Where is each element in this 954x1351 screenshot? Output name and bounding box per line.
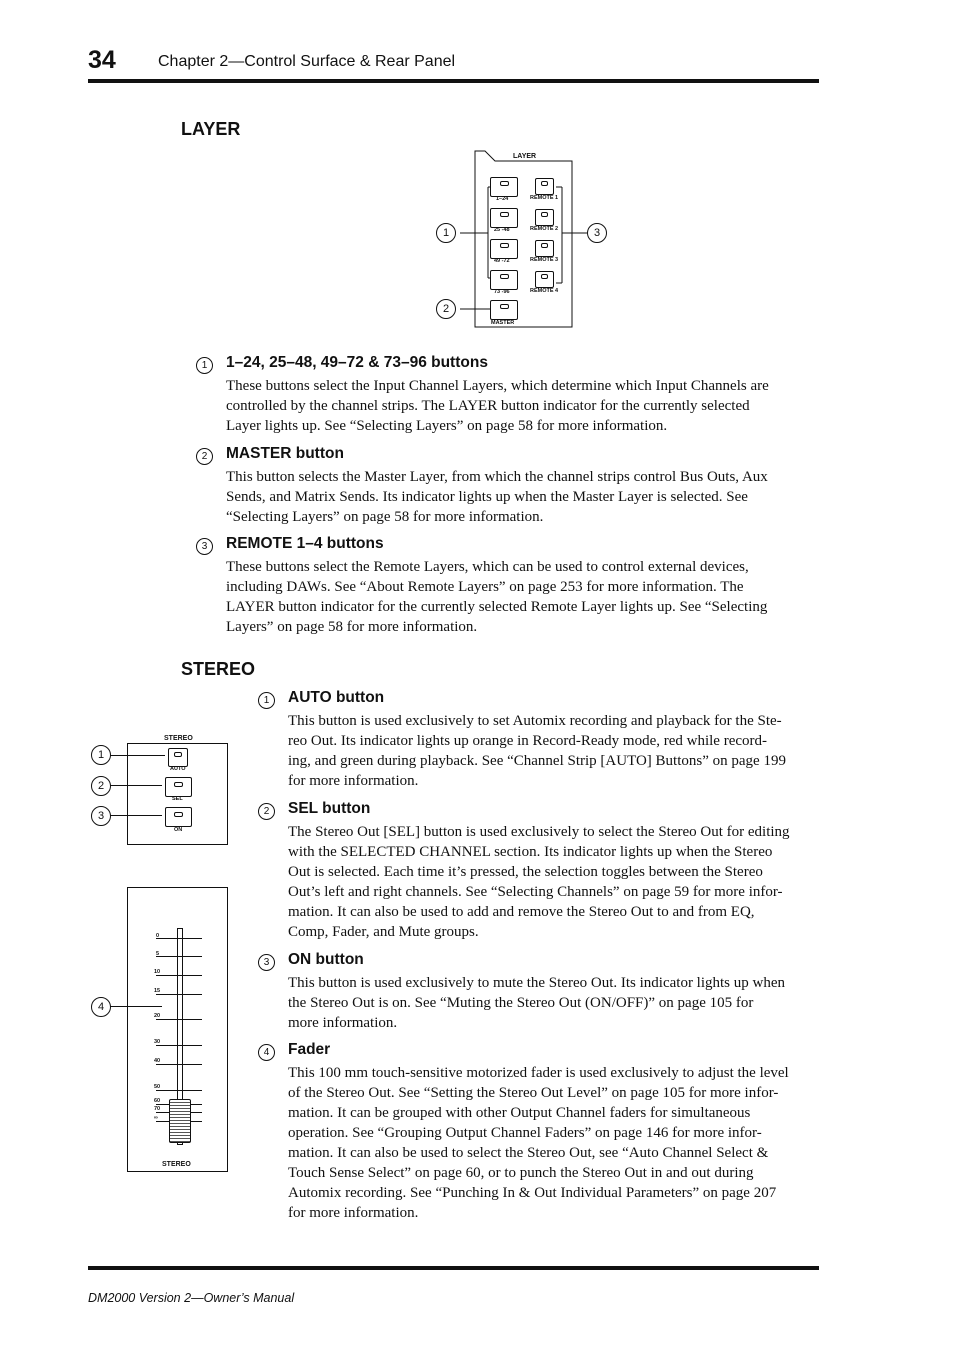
text-line: operation. See “Grouping Output Channel Faders” on page 146 for more infor- [288, 1125, 762, 1141]
stereo-section-title: STEREO [181, 659, 256, 679]
scale-line [156, 994, 202, 995]
layer-item-1-body [226, 376, 769, 436]
master-button[interactable] [490, 300, 518, 320]
led-indicator [500, 181, 509, 186]
text-line: mation. It can also be used to add and remove the Stereo Out to and from EQ, [288, 904, 755, 920]
layer-item-2-body [226, 467, 768, 527]
layer-button-73-96-label: 73 -96 [494, 289, 510, 295]
stereo-item-2-body [288, 822, 790, 942]
layer-button-1-24-label: 1–24 [496, 196, 509, 202]
stereo-item-4-heading: Fader [288, 1041, 331, 1058]
led-indicator [541, 274, 548, 279]
layer-item-3-body [226, 557, 767, 637]
page-number: 34 [88, 46, 116, 74]
sel-button[interactable] [165, 777, 192, 797]
stereo-item-1-body [288, 711, 786, 791]
text-line: ing, and green during playback. See “Channel Strip [AUTO] Buttons” on page 199 [288, 753, 786, 769]
layer-item-3-heading: REMOTE 1–4 buttons [226, 535, 384, 552]
text-line: This button is used exclusively to set Automix recording and playback for the Ste- [288, 713, 782, 729]
sel-button-label: SEL [172, 796, 183, 802]
stereo-item-4-body [288, 1063, 789, 1223]
layer-panel-label: LAYER [513, 153, 537, 160]
layer-button-1-24[interactable] [490, 177, 518, 197]
text-line: This button selects the Master Layer, from which the channel strips control Bus Outs, Aux [226, 469, 768, 485]
stereo-item-2-heading: SEL button [288, 800, 371, 817]
scale-label: 30 [154, 1039, 161, 1045]
callout-line [110, 785, 162, 786]
led-indicator [174, 782, 183, 787]
stereo-item-3-heading: ON button [288, 951, 364, 968]
text-line: mation. It can be grouped with other Output Channel faders for simultaneous [288, 1105, 751, 1121]
text-line: with the SELECTED CHANNEL section. Its indicator lights up when the Stereo [288, 844, 773, 860]
text-line: These buttons select the Remote Layers, which can be used to control external devices, [226, 559, 749, 575]
remote-2-button[interactable] [535, 209, 554, 226]
remote-2-label: REMOTE 2 [530, 226, 559, 232]
text-line: Comp, Fader, and Mute groups. [288, 924, 479, 940]
scale-line [156, 1064, 202, 1065]
layer-item-2-heading: MASTER button [226, 445, 344, 462]
remote-1-button[interactable] [535, 178, 554, 195]
remote-4-label: REMOTE 4 [530, 288, 559, 294]
text-line: Layers” on page 58 for more information. [226, 619, 478, 635]
text-line: Out is selected. Each time it’s pressed, the selection toggles between the Stereo [288, 864, 763, 880]
scale-line [156, 975, 202, 976]
layer-button-49-72[interactable] [490, 239, 518, 259]
text-line: including DAWs. See “About Remote Layers” on page 253 for more information. The [226, 579, 744, 595]
scale-line [156, 1045, 202, 1046]
led-indicator [174, 752, 182, 757]
scale-label: ∞ [154, 1115, 158, 1121]
stereo-callout-3: 3 [91, 806, 111, 826]
led-indicator [541, 212, 548, 217]
led-indicator [541, 181, 548, 186]
layer-section-title: LAYER [181, 119, 241, 139]
scale-label: 70 [154, 1106, 161, 1112]
callout-line [110, 1006, 162, 1007]
text-line: mation. It can also be used to select the Stereo Out, see “Auto Channel Select & [288, 1145, 769, 1161]
text-line: the Stereo Out is on. See “Muting the Stereo Out (ON/OFF)” on page 105 for [288, 995, 754, 1011]
callout-1: 1 [436, 223, 456, 243]
fader-knob[interactable] [169, 1099, 191, 1143]
led-indicator [500, 304, 509, 309]
text-line: This button is used exclusively to mute the Stereo Out. Its indicator lights up when [288, 975, 786, 991]
layer-button-25-48[interactable] [490, 208, 518, 228]
text-line: of the Stereo Out. See “Setting the Stereo Out Level” on page 105 for more infor- [288, 1085, 779, 1101]
text-line: Out’s left and right channels. See “Selecting Channels” on page 59 for more infor- [288, 884, 783, 900]
stereo-callout-2: 2 [91, 776, 111, 796]
scale-label: 5 [156, 951, 160, 957]
text-line: Sends, and Matrix Sends. Its indicator lights up when the Master Layer is selected. See [226, 489, 748, 505]
header-rule [88, 79, 819, 83]
fader-panel-label: STEREO [162, 1161, 191, 1168]
layer-item-1-heading: 1–24, 25–48, 49–72 & 73–96 buttons [226, 354, 488, 371]
callout-line [110, 815, 162, 816]
remote-3-label: REMOTE 3 [530, 257, 559, 263]
text-line: The Stereo Out [SEL] button is used exclusively to select the Stereo Out for editing [288, 824, 790, 840]
scale-line [156, 956, 202, 957]
scale-line [156, 1090, 202, 1091]
remote-1-label: REMOTE 1 [530, 195, 559, 201]
layer-button-25-48-label: 25 -48 [494, 227, 510, 233]
text-line: “Selecting Layers” on page 58 for more information. [226, 509, 544, 525]
text-line: Layer lights up. See “Selecting Layers” on page 58 for more information. [226, 418, 668, 434]
master-button-label: MASTER [491, 320, 515, 326]
stereo-panel-label: STEREO [164, 735, 193, 742]
scale-label: 40 [154, 1058, 161, 1064]
remote-4-button[interactable] [535, 271, 554, 288]
stereo-fader-panel [127, 887, 228, 1172]
scale-label: 50 [154, 1084, 161, 1090]
led-indicator [500, 274, 509, 279]
chapter-title: Chapter 2—Control Surface & Rear Panel [158, 53, 456, 70]
text-line: for more information. [288, 773, 419, 789]
stereo-item-3-number: 3 [258, 954, 275, 971]
text-line: Automix recording. See “Punching In & Out Individual Parameters” on page 207 [288, 1185, 777, 1201]
layer-item-1-number: 1 [196, 357, 213, 374]
scale-label: 10 [154, 969, 161, 975]
layer-button-49-72-label: 49 -72 [494, 258, 510, 264]
led-indicator [500, 212, 509, 217]
on-button[interactable] [165, 807, 192, 827]
text-line: LAYER button indicator for the currently selected Remote Layer lights up. See “Selecting [226, 599, 768, 615]
scale-label: 15 [154, 988, 161, 994]
led-indicator [500, 243, 509, 248]
footer-text: DM2000 Version 2—Owner’s Manual [88, 1291, 295, 1305]
stereo-item-3-body [288, 973, 785, 1033]
text-line: controlled by the channel strips. The LAYER button indicator for the currently selected [226, 398, 750, 414]
led-indicator [174, 812, 183, 817]
scale-line [156, 1019, 202, 1020]
footer-rule [88, 1266, 819, 1270]
led-indicator [541, 243, 548, 248]
stereo-item-4-number: 4 [258, 1044, 275, 1061]
auto-button-label: AUTO [170, 766, 186, 772]
auto-button[interactable] [168, 748, 188, 767]
stereo-callout-4: 4 [91, 997, 111, 1017]
layer-button-73-96[interactable] [490, 270, 518, 290]
layer-item-2-number: 2 [196, 448, 213, 465]
text-line: Touch Sense Select” on page 60, or to punch the Stereo Out in and out during [288, 1165, 754, 1181]
stereo-callout-1: 1 [91, 745, 111, 765]
stereo-buttons-panel [127, 735, 228, 845]
scale-label: 20 [154, 1013, 161, 1019]
remote-3-button[interactable] [535, 240, 554, 257]
layer-diagram [430, 148, 630, 333]
on-button-label: ON [174, 827, 183, 833]
text-line: These buttons select the Input Channel Layers, which determine which Input Channels are [226, 378, 769, 394]
text-line: more information. [288, 1015, 398, 1031]
layer-item-3-number: 3 [196, 538, 213, 555]
callout-3: 3 [587, 223, 607, 243]
callout-2: 2 [436, 299, 456, 319]
stereo-item-2-number: 2 [258, 803, 275, 820]
text-line: This 100 mm touch-sensitive motorized fader is used exclusively to adjust the level [288, 1065, 789, 1081]
text-line: for more information. [288, 1205, 419, 1221]
text-line: reo Out. Its indicator lights up orange in Record-Ready mode, red while record- [288, 733, 768, 749]
callout-line [110, 755, 165, 756]
stereo-item-1-heading: AUTO button [288, 689, 385, 706]
stereo-item-1-number: 1 [258, 692, 275, 709]
scale-line [156, 938, 202, 939]
scale-label: 0 [156, 933, 160, 939]
scale-label: 60 [154, 1098, 161, 1104]
